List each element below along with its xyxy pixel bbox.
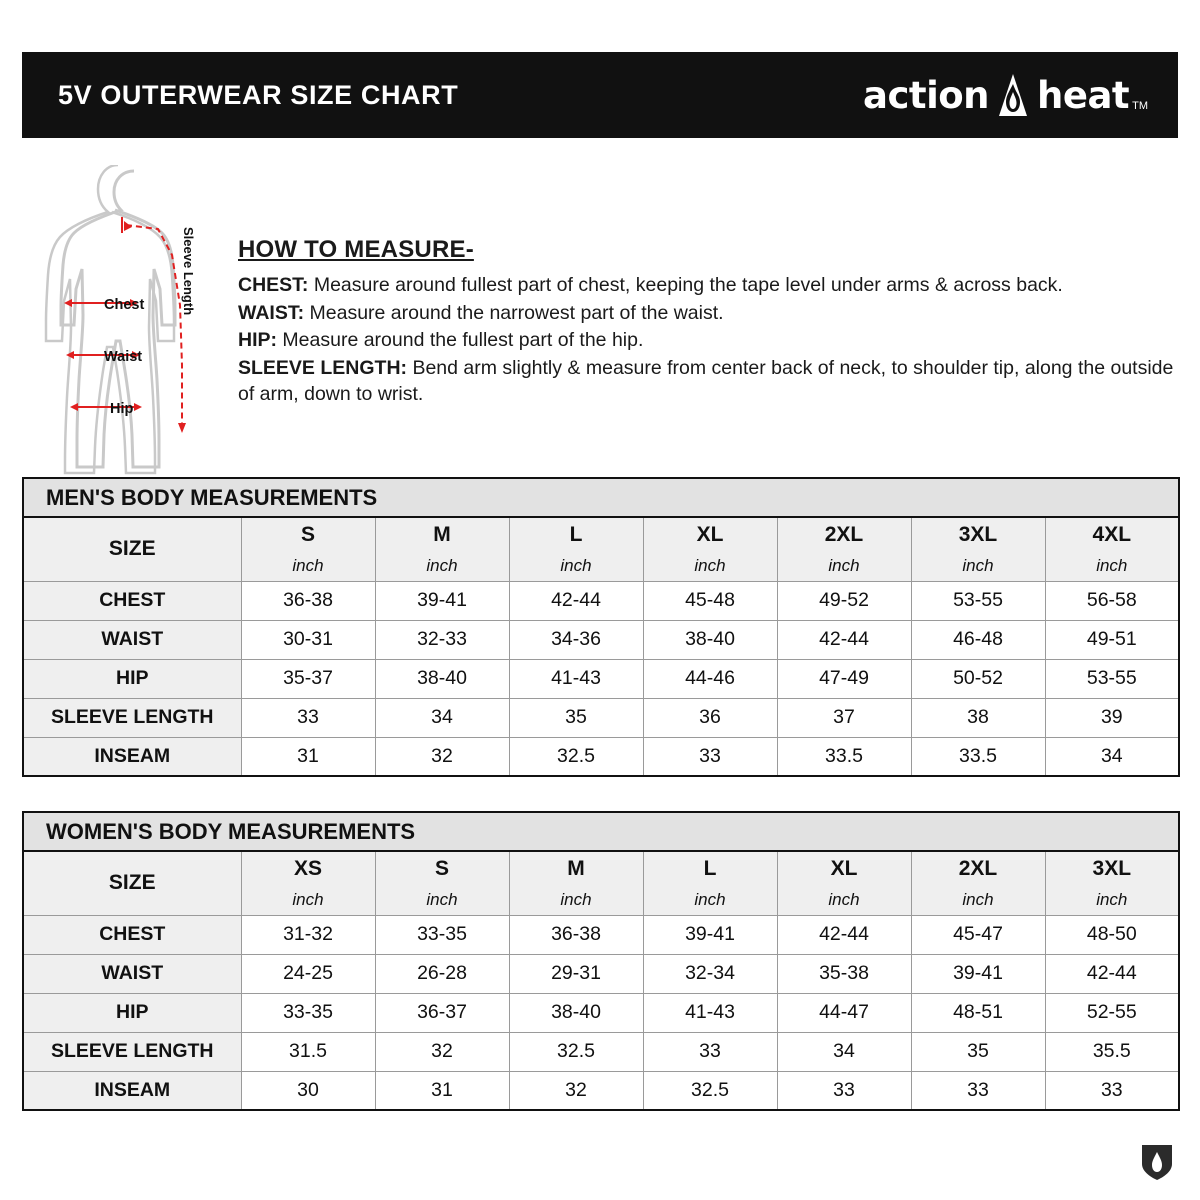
figure-label-waist: Waist bbox=[104, 349, 143, 365]
table-cell: 29-31 bbox=[509, 954, 643, 993]
table-row bbox=[23, 993, 1179, 1032]
measure-term-sleeve-length: SLEEVE LENGTH: bbox=[238, 357, 408, 380]
table-cell: 33-35 bbox=[241, 993, 375, 1032]
table-cell: 39-41 bbox=[643, 915, 777, 954]
brand-name-part1: action bbox=[862, 73, 990, 117]
table-cell: 36-38 bbox=[241, 581, 375, 620]
table-cell: 33 bbox=[643, 1032, 777, 1071]
measure-term-hip: HIP: bbox=[238, 329, 277, 352]
womens-unit-cell: inch bbox=[643, 886, 777, 915]
table-cell: 35 bbox=[509, 698, 643, 737]
mens-unit-cell: inch bbox=[241, 552, 375, 581]
table-cell: 42-44 bbox=[777, 620, 911, 659]
table-cell: 35 bbox=[911, 1032, 1045, 1071]
womens-size-m: M bbox=[509, 851, 643, 886]
table-cell: 34 bbox=[777, 1032, 911, 1071]
table-cell: 30 bbox=[241, 1071, 375, 1110]
womens-row-label-inseam: INSEAM bbox=[23, 1071, 241, 1110]
table-row bbox=[23, 1032, 1179, 1071]
womens-unit-cell: inch bbox=[1045, 886, 1179, 915]
table-cell: 32-33 bbox=[375, 620, 509, 659]
measure-item-chest bbox=[238, 273, 1178, 299]
table-cell: 53-55 bbox=[1045, 659, 1179, 698]
womens-size-xs: XS bbox=[241, 851, 375, 886]
table-cell: 32 bbox=[509, 1071, 643, 1110]
table-cell: 32.5 bbox=[643, 1071, 777, 1110]
measure-text-sleeve-length: Bend arm slightly & measure from center back of neck, to shoulder tip, along the outside of arm, down to wrist. bbox=[238, 357, 1174, 405]
womens-unit-cell: inch bbox=[777, 886, 911, 915]
table-cell: 42-44 bbox=[1045, 954, 1179, 993]
mens-size-label: SIZE bbox=[23, 517, 241, 581]
table-cell: 33 bbox=[1045, 1071, 1179, 1110]
table-cell: 49-51 bbox=[1045, 620, 1179, 659]
table-cell: 31 bbox=[375, 1071, 509, 1110]
mens-size-l: L bbox=[509, 517, 643, 552]
womens-caption: WOMEN'S BODY MEASUREMENTS bbox=[23, 812, 1179, 851]
womens-size-label: SIZE bbox=[23, 851, 241, 915]
how-to-measure-block bbox=[238, 236, 1178, 410]
mens-row-label-waist: WAIST bbox=[23, 620, 241, 659]
table-cell: 34 bbox=[375, 698, 509, 737]
measure-term-waist: WAIST: bbox=[238, 301, 305, 324]
table-cell: 50-52 bbox=[911, 659, 1045, 698]
womens-size-2xl: 2XL bbox=[911, 851, 1045, 886]
womens-size-xl: XL bbox=[777, 851, 911, 886]
womens-row-label-sleeve-length: SLEEVE LENGTH bbox=[23, 1032, 241, 1071]
table-row bbox=[23, 915, 1179, 954]
trademark-symbol: TM bbox=[1132, 100, 1148, 112]
table-cell: 45-47 bbox=[911, 915, 1045, 954]
table-cell: 35-37 bbox=[241, 659, 375, 698]
table-cell: 31-32 bbox=[241, 915, 375, 954]
table-cell: 36 bbox=[643, 698, 777, 737]
table-cell: 32 bbox=[375, 737, 509, 776]
shield-flame-icon bbox=[1140, 1142, 1174, 1182]
table-cell: 33.5 bbox=[777, 737, 911, 776]
womens-unit-cell: inch bbox=[241, 886, 375, 915]
measure-text-hip: Measure around the fullest part of the hip. bbox=[277, 329, 644, 352]
table-cell: 41-43 bbox=[643, 993, 777, 1032]
table-cell: 48-50 bbox=[1045, 915, 1179, 954]
flame-icon bbox=[991, 72, 1035, 118]
mens-size-header-row bbox=[23, 517, 1179, 552]
mens-unit-cell: inch bbox=[777, 552, 911, 581]
womens-caption-row bbox=[23, 812, 1179, 851]
measure-item-sleeve-length bbox=[238, 356, 1178, 407]
womens-unit-cell: inch bbox=[375, 886, 509, 915]
measure-item-hip bbox=[238, 328, 1178, 354]
header-bar bbox=[22, 52, 1178, 138]
table-cell: 36-37 bbox=[375, 993, 509, 1032]
mens-unit-cell: inch bbox=[643, 552, 777, 581]
table-cell: 33.5 bbox=[911, 737, 1045, 776]
measure-text-chest: Measure around fullest part of chest, keeping the tape level under arms & across back. bbox=[308, 274, 1063, 296]
table-row bbox=[23, 737, 1179, 776]
table-cell: 31 bbox=[241, 737, 375, 776]
table-cell: 32 bbox=[375, 1032, 509, 1071]
table-cell: 46-48 bbox=[911, 620, 1045, 659]
table-cell: 37 bbox=[777, 698, 911, 737]
table-cell: 47-49 bbox=[777, 659, 911, 698]
table-cell: 38-40 bbox=[643, 620, 777, 659]
womens-size-header-row bbox=[23, 851, 1179, 886]
table-cell: 42-44 bbox=[509, 581, 643, 620]
mens-caption: MEN'S BODY MEASUREMENTS bbox=[23, 478, 1179, 517]
mens-size-2xl: 2XL bbox=[777, 517, 911, 552]
table-cell: 56-58 bbox=[1045, 581, 1179, 620]
womens-size-s: S bbox=[375, 851, 509, 886]
mens-unit-cell: inch bbox=[1045, 552, 1179, 581]
table-cell: 39-41 bbox=[911, 954, 1045, 993]
table-cell: 30-31 bbox=[241, 620, 375, 659]
table-cell: 52-55 bbox=[1045, 993, 1179, 1032]
table-cell: 33 bbox=[777, 1071, 911, 1110]
table-cell: 48-51 bbox=[911, 993, 1045, 1032]
table-cell: 33 bbox=[241, 698, 375, 737]
table-row bbox=[23, 1071, 1179, 1110]
womens-unit-cell: inch bbox=[911, 886, 1045, 915]
table-cell: 38-40 bbox=[375, 659, 509, 698]
table-cell: 33-35 bbox=[375, 915, 509, 954]
table-cell: 38-40 bbox=[509, 993, 643, 1032]
womens-measurements-table bbox=[22, 811, 1180, 1111]
table-row bbox=[23, 698, 1179, 737]
table-cell: 35.5 bbox=[1045, 1032, 1179, 1071]
mens-size-s: S bbox=[241, 517, 375, 552]
table-cell: 45-48 bbox=[643, 581, 777, 620]
womens-row-label-chest: CHEST bbox=[23, 915, 241, 954]
table-cell: 36-38 bbox=[509, 915, 643, 954]
table-cell: 24-25 bbox=[241, 954, 375, 993]
brand-logo bbox=[863, 72, 1148, 118]
table-cell: 41-43 bbox=[509, 659, 643, 698]
table-cell: 34 bbox=[1045, 737, 1179, 776]
figure-label-hip: Hip bbox=[110, 401, 134, 417]
table-row bbox=[23, 620, 1179, 659]
table-row bbox=[23, 954, 1179, 993]
table-cell: 33 bbox=[911, 1071, 1045, 1110]
mens-row-label-hip: HIP bbox=[23, 659, 241, 698]
mens-size-3xl: 3XL bbox=[911, 517, 1045, 552]
womens-row-label-waist: WAIST bbox=[23, 954, 241, 993]
table-cell: 44-46 bbox=[643, 659, 777, 698]
table-row bbox=[23, 581, 1179, 620]
table-cell: 32-34 bbox=[643, 954, 777, 993]
womens-size-3xl: 3XL bbox=[1045, 851, 1179, 886]
mens-row-label-chest: CHEST bbox=[23, 581, 241, 620]
mens-size-m: M bbox=[375, 517, 509, 552]
womens-size-l: L bbox=[643, 851, 777, 886]
brand-name-part2: heat bbox=[1037, 73, 1130, 117]
mens-unit-cell: inch bbox=[509, 552, 643, 581]
table-cell: 32.5 bbox=[509, 737, 643, 776]
table-cell: 35-38 bbox=[777, 954, 911, 993]
mens-unit-cell: inch bbox=[911, 552, 1045, 581]
table-cell: 39 bbox=[1045, 698, 1179, 737]
mens-size-4xl: 4XL bbox=[1045, 517, 1179, 552]
measure-term-chest: CHEST: bbox=[238, 274, 309, 296]
human-body-silhouette-icon bbox=[30, 165, 240, 475]
mens-row-label-inseam: INSEAM bbox=[23, 737, 241, 776]
how-to-measure-title: HOW TO MEASURE- bbox=[238, 236, 474, 263]
womens-unit-cell: inch bbox=[509, 886, 643, 915]
mens-caption-row bbox=[23, 478, 1179, 517]
table-cell: 32.5 bbox=[509, 1032, 643, 1071]
table-cell: 49-52 bbox=[777, 581, 911, 620]
table-cell: 39-41 bbox=[375, 581, 509, 620]
womens-row-label-hip: HIP bbox=[23, 993, 241, 1032]
table-cell: 34-36 bbox=[509, 620, 643, 659]
figure-label-sleeve-length: Sleeve Length bbox=[181, 227, 196, 316]
table-cell: 26-28 bbox=[375, 954, 509, 993]
table-cell: 31.5 bbox=[241, 1032, 375, 1071]
mens-measurements-table bbox=[22, 477, 1180, 777]
measure-item-waist bbox=[238, 301, 1178, 327]
table-cell: 33 bbox=[643, 737, 777, 776]
table-row bbox=[23, 659, 1179, 698]
table-cell: 42-44 bbox=[777, 915, 911, 954]
mens-row-label-sleeve-length: SLEEVE LENGTH bbox=[23, 698, 241, 737]
table-cell: 44-47 bbox=[777, 993, 911, 1032]
figure-label-chest: Chest bbox=[104, 297, 145, 313]
table-cell: 53-55 bbox=[911, 581, 1045, 620]
table-cell: 38 bbox=[911, 698, 1045, 737]
page-title: 5V OUTERWEAR SIZE CHART bbox=[58, 79, 459, 110]
measure-text-waist: Measure around the narrowest part of the waist. bbox=[304, 301, 724, 324]
body-figure bbox=[30, 165, 240, 475]
mens-unit-cell: inch bbox=[375, 552, 509, 581]
mens-size-xl: XL bbox=[643, 517, 777, 552]
